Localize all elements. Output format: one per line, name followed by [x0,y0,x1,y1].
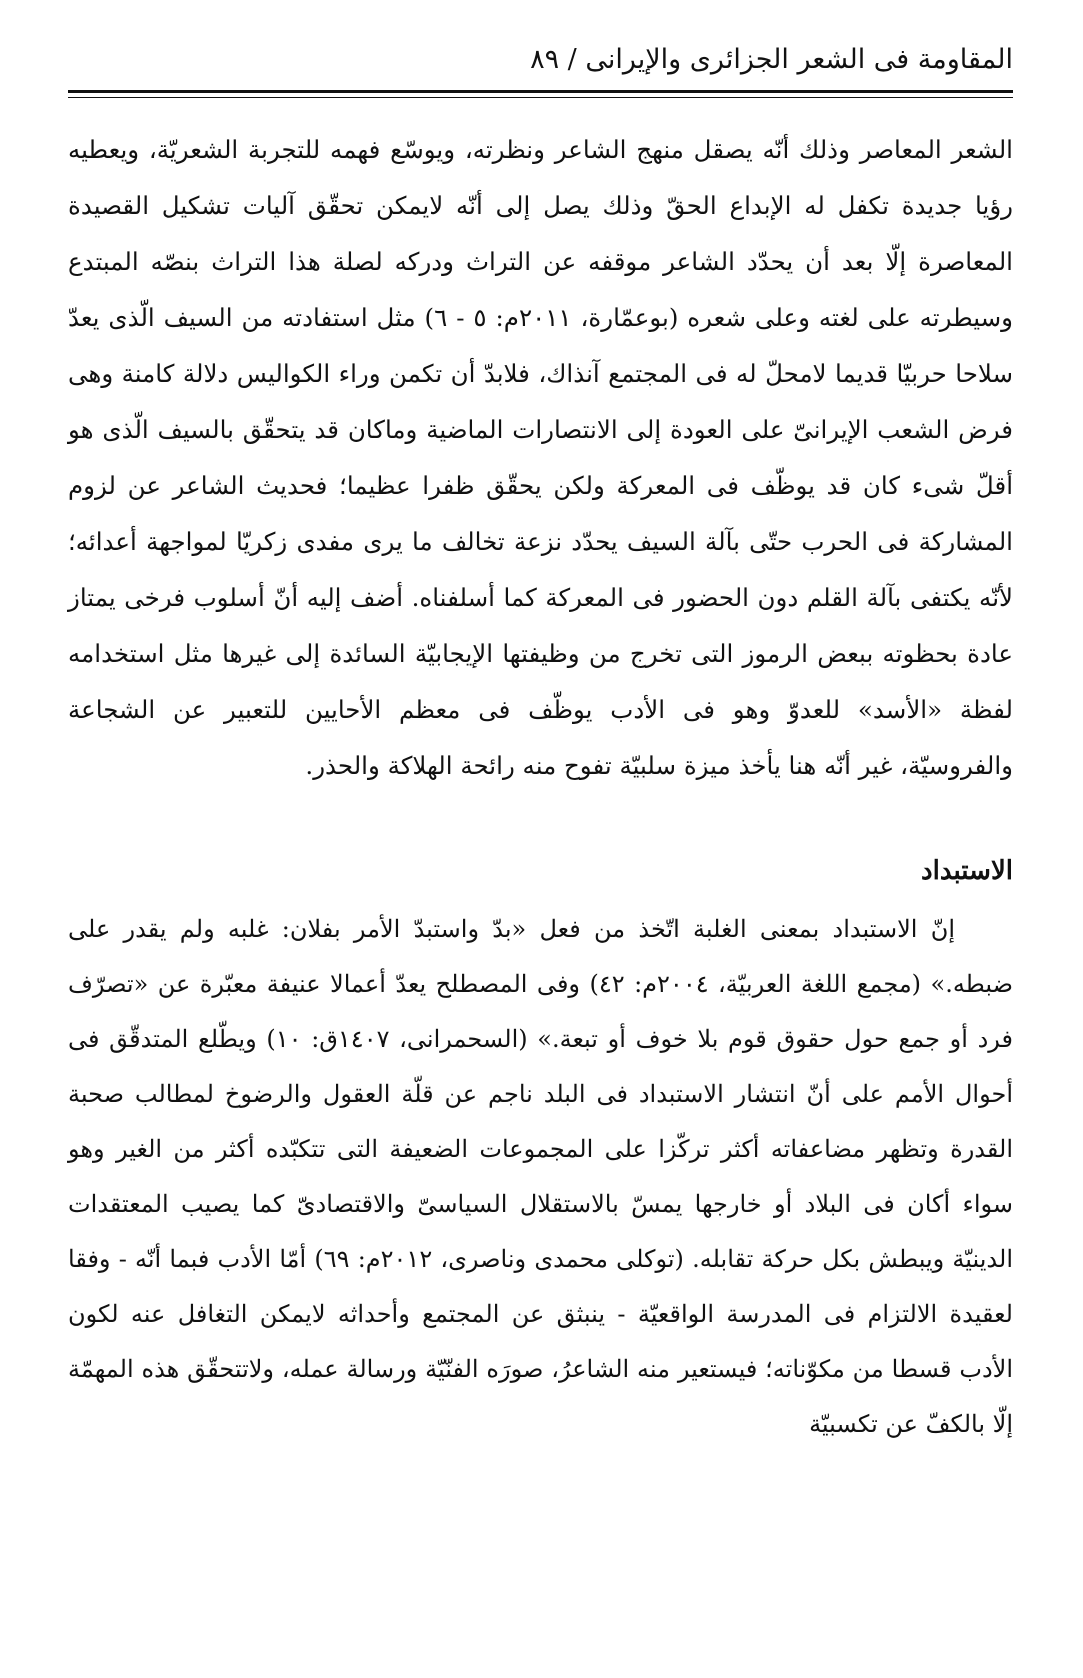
body-paragraph: الشعر المعاصر وذلك أنّه يصقل منهج الشاعر ونظرته، ويوسّع فهمه للتجربة الشعريّة، ويعطيه رؤيا جديدة تكفل له الإبداع الحقّ وذلك يصل إلى أنّه لايمكن تحقّق آليات تشكيل القصيدة المعاصرة إلّا بعد أن يحدّد الشاعر موقفه عن التراث ودركه لصلة هذا التراث بنصّه المبتدع وسيطرته على لغته وعلى شعره (بوعمّارة، ٢٠١١م: ٥ - ٦) مثل استفادته من السيف الّذى يعدّ سلاحا حربيّا قديما لامحلّ له فى المجتمع آنذاك، فلابدّ أن تكمن وراء الكواليس دلالة كامنة وهى فرض الشعب الإيرانىّ على العودة إلى الانتصارات الماضية وماكان قد يتحقّق بالسيف الّذى هو أقلّ شىء كان قد يوظّف فى المعركة ولكن يحقّق ظفرا عظيما؛ فحديث الشاعر عن لزوم المشاركة فى الحرب حتّى بآلة السيف يحدّد نزعة تخالف ما يرى مفدى زكريّا لمواجهة أعدائه؛ لأنّه يكتفى بآلة القلم دون الحضور فى المعركة كما أسلفناه. أضف إليه أنّ أسلوب فرخى يمتاز عادة بحظوته ببعض الرموز التى تخرج من وظيفتها الإيجابيّة السائدة إلى غيرها مثل استخدامه لفظة «الأسد» للعدوّ وهو فى الأدب يوظّف فى معظم الأحايين للتعبير عن الشجاعة والفروسيّة، غير أنّه هنا يأخذ ميزة سلبيّة تفوح منه رائحة الهلاكة والحذر. [68,135,1013,780]
book-page [68,0,1013,1678]
page-body [68,122,1013,1452]
header-rule-thin [68,97,1013,98]
header-rule-thick [68,90,1013,93]
section-paragraph: إنّ الاستبداد بمعنى الغلبة اتّخذ من فعل «بدّ واستبدّ الأمر بفلان: غلبه ولم يقدر على ضبطه.» (مجمع اللغة العربيّة، ٢٠٠٤م: ٤٢) وفى المصطلح يعدّ أعمالا عنيفة معبّرة عن «تصرّف فرد أو جمع حول حقوق قوم بلا خوف أو تبعة.» (السحمرانى، ١٤٠٧ق: ١٠) ويطّلع المتدقّق فى أحوال الأمم على أنّ انتشار الاستبداد فى البلد ناجم عن قلّة العقول والرضوخ لمطالب صحبة القدرة وتظهر مضاعفاته أكثر تركّزا على المجموعات الضعيفة التى تتكبّده أكثر من الغير وهو سواء أكان فى البلاد أو خارجها يمسّ بالاستقلال السياسىّ والاقتصادىّ كما يصيب المعتقدات الدينيّة ويبطش بكل حركة تقابله. (توكلى محمدى وناصرى، ٢٠١٢م: ٦٩) أمّا الأدب فبما أنّه - وفقا لعقيدة الالتزام فى المدرسة الواقعيّة - ينبثق عن المجتمع وأحداثه لايمكن التغافل عنه لكون الأدب قسطا من مكوّناته؛ فيستعير منه الشاعرُ، صورَه الفنّيّة ورسالة عمله، ولاتتحقّق هذه المهمّة إلّا بالكفّ عن تكسبيّة [68,915,1014,1438]
section-heading: الاستبداد [921,856,1013,886]
running-header: المقاومة فى الشعر الجزائرى والإيرانى / ٨٩ [530,44,1013,75]
